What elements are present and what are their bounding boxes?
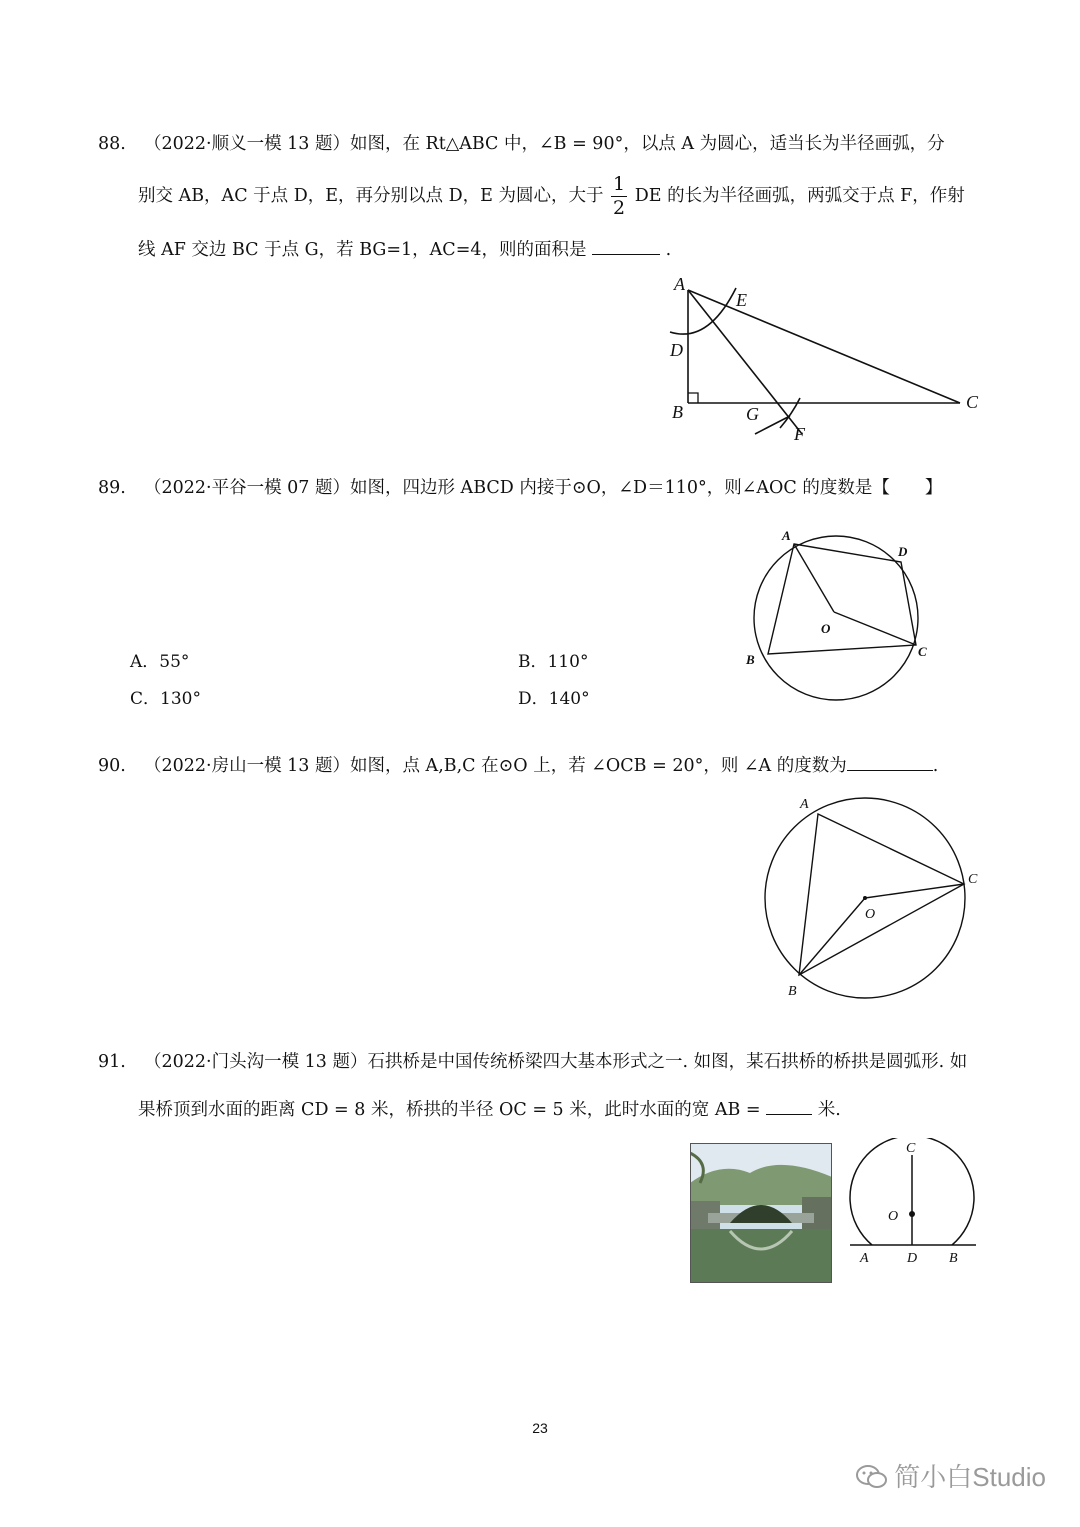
triangle-figure-88 bbox=[660, 272, 990, 452]
option-b[interactable]: B．110° bbox=[518, 652, 589, 672]
label-a: A bbox=[674, 274, 685, 294]
watermark: 简小白Studio bbox=[856, 1457, 1046, 1494]
question-number: 90. bbox=[98, 756, 126, 776]
page-number: 23 bbox=[532, 1420, 548, 1436]
question-88 bbox=[98, 118, 998, 278]
question-text-line1: （2022·门头沟一模 13 题）石拱桥是中国传统桥梁四大基本形式之一. 如图，某石拱桥的桥拱是圆弧形. 如 bbox=[144, 1052, 968, 1072]
label-b: B bbox=[788, 984, 797, 999]
bridge-photo bbox=[690, 1143, 832, 1283]
segment-oc bbox=[865, 884, 964, 898]
label-d: D bbox=[670, 340, 683, 360]
label-a: A bbox=[782, 528, 791, 543]
question-text-line2: 果桥顶到水面的距离 CD = 8 米，桥拱的半径 OC = 5 米，此时水面的宽 AB = 米. bbox=[138, 1084, 841, 1136]
label-e: E bbox=[736, 290, 747, 310]
arc-de bbox=[670, 288, 736, 334]
right-angle-mark bbox=[688, 393, 698, 403]
question-text: （2022·平谷一模 07 题）如图，四边形 ABCD 内接于⊙O，∠D＝110°，则∠AOC 的度数是【 】 bbox=[144, 478, 943, 498]
question-89 bbox=[98, 462, 998, 522]
triangle-abc bbox=[799, 814, 964, 975]
label-c: C bbox=[906, 1141, 916, 1156]
label-a: A bbox=[800, 797, 809, 812]
label-d: D bbox=[898, 544, 908, 559]
fraction: $\frac{1}{2}$ bbox=[613, 173, 626, 219]
label-a: A bbox=[860, 1251, 869, 1266]
side-ac bbox=[688, 290, 960, 403]
option-a[interactable]: A．55° bbox=[130, 652, 190, 672]
question-number: 91. bbox=[98, 1052, 126, 1072]
ray-af bbox=[688, 290, 802, 434]
question-number: 89. bbox=[98, 478, 126, 498]
label-o: O bbox=[865, 907, 876, 922]
question-number: 88. bbox=[98, 134, 126, 154]
segment-ob bbox=[799, 898, 865, 975]
segment-oa bbox=[794, 544, 834, 612]
label-b: B bbox=[746, 652, 755, 667]
label-c: C bbox=[968, 872, 978, 887]
label-o: O bbox=[888, 1209, 899, 1224]
wechat-icon bbox=[856, 1464, 888, 1490]
bridge-arch-figure bbox=[840, 1138, 990, 1273]
answer-blank[interactable] bbox=[592, 236, 660, 255]
label-f: F bbox=[794, 424, 805, 444]
center-point-o bbox=[909, 1211, 915, 1217]
question-text-line3: 线 AF 交边 BC 于点 G，若 BG=1，AC=4，则的面积是 . bbox=[138, 224, 671, 276]
question-text: （2022·房山一模 13 题）如图，点 A,B,C 在⊙O 上，若 ∠OCB = 20°，则 ∠A 的度数为 . bbox=[144, 740, 938, 792]
question-text-line1: （2022·顺义一模 13 题）如图，在 Rt△ABC 中，∠B = 90°，以点 A 为圆心，适当长为半径画弧，分 bbox=[144, 134, 945, 154]
label-o: O bbox=[821, 621, 831, 636]
quadrilateral-abcd bbox=[768, 544, 916, 654]
answer-blank[interactable] bbox=[766, 1096, 812, 1115]
circle-figure-89 bbox=[738, 520, 948, 710]
center-point bbox=[863, 896, 867, 900]
option-c[interactable]: C．130° bbox=[130, 689, 201, 709]
label-c: C bbox=[966, 392, 979, 412]
label-b: B bbox=[949, 1251, 958, 1266]
option-d[interactable]: D．140° bbox=[518, 689, 590, 709]
label-d: D bbox=[907, 1251, 918, 1266]
segment-oc bbox=[834, 612, 916, 645]
question-91 bbox=[98, 1036, 1018, 1146]
question-text-line2: 别交 AB，AC 于点 D，E，再分别以点 D，E 为圆心，大于 $\frac{1}{2}$ DE 的长为半径画弧，两弧交于点 F，作射 bbox=[138, 173, 965, 219]
answer-blank[interactable] bbox=[847, 752, 933, 771]
label-g: G bbox=[746, 404, 759, 424]
circle-figure-90 bbox=[750, 790, 990, 1010]
arc-f1 bbox=[755, 416, 790, 434]
label-c: C bbox=[918, 644, 927, 659]
label-b: B bbox=[672, 402, 683, 422]
